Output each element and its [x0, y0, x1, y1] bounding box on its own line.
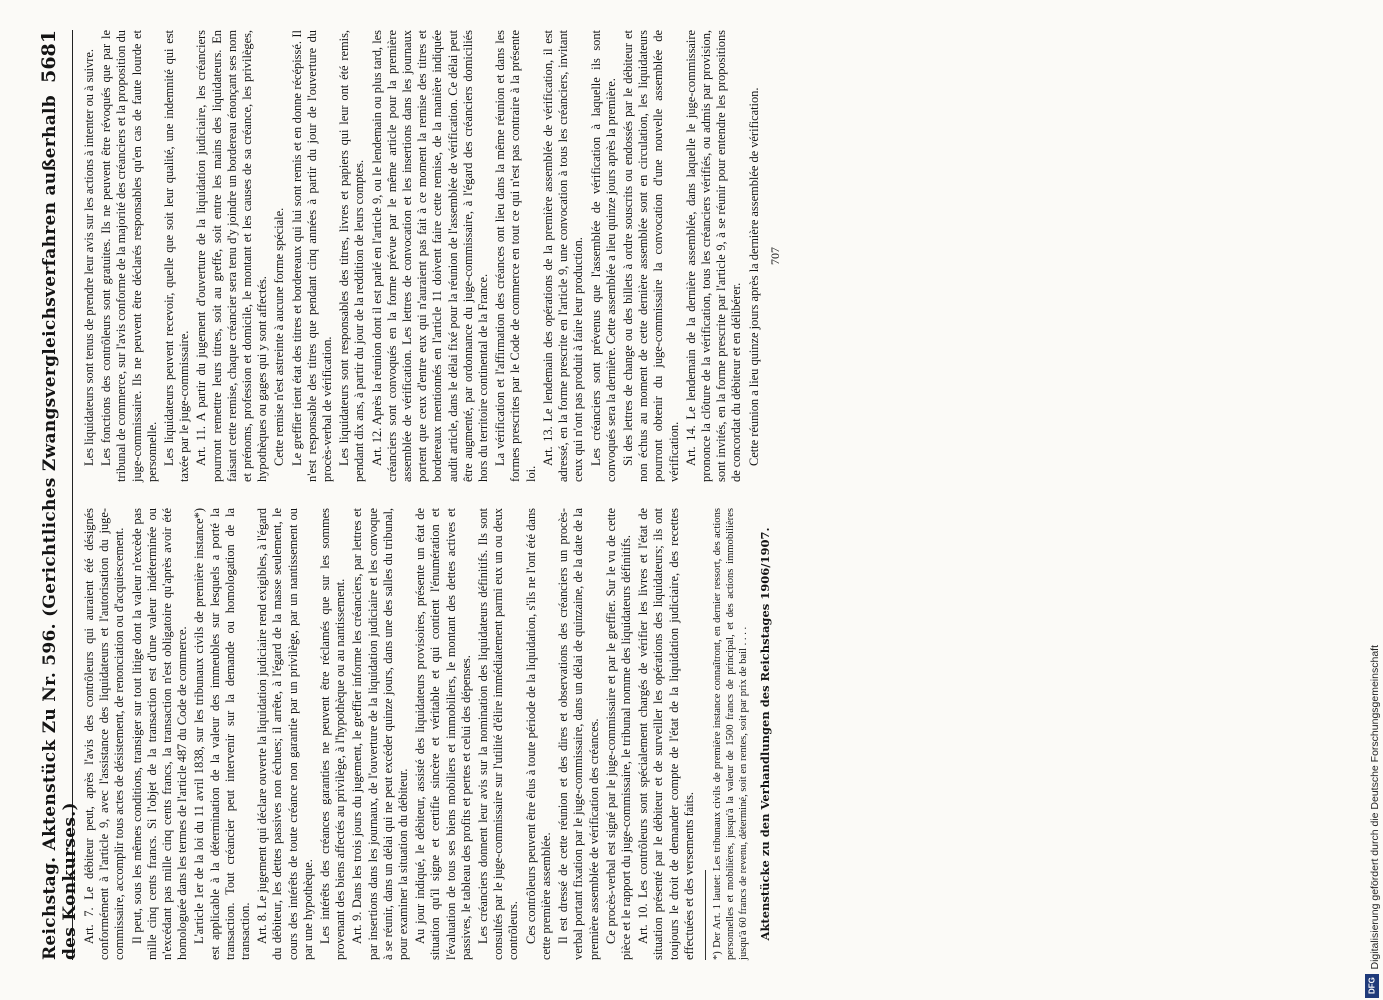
side-credit-strip — [1359, 0, 1383, 1000]
paragraph — [589, 30, 619, 482]
paragraph-text: Après la réunion dont il est parlé en l'article 9, ou le lendemain ou plus tard, les créanciers sont convoqués en la forme prévue par le même article pour la première assemblée de vérification. Les lettres de convocation et les insertions dans les journaux portent que ceux d'entre eux qui n'auraient pas fait à ce moment la remise des titres et bordereaux mentionnés en l'article 11 doivent faire cette remise, de la manière indiquée audit article, dans le délai fixé pour la réunion de l'assemblée de vérification. Ce délai peut être augmenté, par ordonnance du juge-commissaire, à l'égard des créanciers domiciliés hors du territoire continental de la France. — [369, 30, 491, 482]
paragraph-text: Il est dressé de cette réunion et des dires et observations des créanciers un procès-verbal portant fixation par le juge-commissaire, dans un délai de quinzaine, de la date de la première assemblée de vérification des créances. — [556, 508, 601, 960]
paragraph-text: Le débiteur peut, après l'avis des contrôleurs qui auraient été désignés conformément à l'article 9, avec l'assistance des liquidateurs et l'autorisation du juge-commissaire, accomplir tous actes de désistement, de renonciation ou d'acquiescement. — [82, 508, 127, 960]
paragraph-text: Les liquidateurs peuvent recevoir, quelle que soit leur qualité, une indemnité qui est taxée par le juge-commissaire. — [162, 30, 192, 482]
paragraph — [370, 30, 492, 482]
paragraph-text: Les contrôleurs sont spécialement chargés de vérifier les livres et l'état de situation présenté par le débiteur et de surveiller les opérations des liquidateurs; ils ont toujours le droit de demander compte de l'état de la liquidation judiciaire, des recettes effectuées et des versements faits. — [636, 508, 696, 960]
page-title: Reichstag. Aktenstück Zu Nr. 596. (Gerichtliches Zwangsvergleichsverfahren außerhalb des Konkurses.) — [40, 95, 80, 960]
paragraph — [747, 30, 762, 482]
paragraph — [130, 508, 191, 960]
paragraph — [337, 30, 367, 482]
footnote-rule — [705, 870, 706, 960]
paragraph-text: Le lendemain de la dernière assemblée, dans laquelle le juge-commissaire prononce la clôture de la vérification, tous les créanciers vérifiés, ou admis par provision, sont invités, en la forme prescrite par l'article 9, à se réunir pour entendre les propositions de concordat du débiteur et en délibérer. — [683, 30, 744, 482]
article-label: Art. 9. — [350, 908, 365, 944]
paragraph — [350, 508, 411, 960]
paragraph-text: Au jour indiqué, le débiteur, assisté des liquidateurs provisoires, présente un état de situation qu'il signe et certifie sincère et véritable et qui contient l'énumération et l'évaluation de tous ses biens mobiliers et immobiliers, le montant des dettes actives et passives, le tableau des profits et pertes et celui des dépenses. — [413, 508, 473, 960]
article-label: Art. 7. — [82, 899, 96, 944]
paragraph-text: L'article 1er de la loi du 11 avril 1838, sur les tribunaux civils de première instance*) est applicable à la détermination de la valeur des immeubles sur lesquels a porté la transaction. Tout créancier peut intervenir sur la demande ou homologation de la transaction. — [192, 508, 253, 960]
footer-source: Aktenstücke zu den Verhandlungen des Reichstages 1906/1907. — [758, 527, 773, 941]
paragraph-text: Si des lettres de change ou des billets à ordre souscrits ou endossés par le débiteur et non échus au moment de cette dernière assemblée sont en circulation, les liquidateurs pourront obtenir du juge-commissaire la convocation d'une nouvelle assemblée de vérification. — [620, 30, 681, 482]
paragraph-text: La vérification et l'affirmation des créances ont lieu dans la même réunion et dans les formes prescrites par le Code de commerce en tout ce qui n'est pas contraire à la présente loi. — [493, 30, 538, 482]
paragraph — [82, 30, 97, 482]
paragraph — [99, 30, 160, 482]
paragraph-text: Cette remise n'est astreinte à aucune forme spéciale. — [272, 207, 287, 466]
paragraph-text: Ce procès-verbal est signé par le juge-commissaire et par le greffier. Sur le vu de cette pièce et le rapport du juge-commissaire, le tribunal nomme des liquidateurs définitifs. — [603, 508, 633, 960]
dfg-logo: DFG — [1365, 974, 1379, 998]
paragraph — [82, 508, 128, 960]
paragraph — [272, 30, 287, 482]
paragraph-text: Le lendemain des opérations de la première assemblée de vérification, il est adressé, en la forme prescrite en l'article 9, une convocation à tous les créanciers, invitant ceux qui n'ont pas produit à faire leur production. — [540, 30, 586, 482]
paragraph-text: Dans les trois jours du jugement, le greffier informe les créanciers, par lettres et par insertions dans les journaux, de l'ouverture de la liquidation judiciaire et les convoque à se réunir, dans un délai qui ne peut excéder quinze jours, dans une des salles du tribunal, pour examiner la situation du débiteur. — [350, 508, 411, 960]
paragraph — [636, 508, 697, 960]
paragraph — [556, 508, 602, 960]
paragraph — [493, 30, 539, 482]
page-header — [38, 30, 80, 960]
paragraph — [476, 508, 522, 960]
left-column — [82, 508, 1323, 960]
paragraph — [162, 30, 192, 482]
paragraph-text: A partir du jugement d'ouverture de la liquidation judiciaire, les créanciers pourront remettre leurs titres, soit au greffe, soit entre les mains des liquidateurs. En faisant cette remise, chaque créancier sera tenu d'y joindre un bordereau énonçant ses nom et prénoms, profession et domicile, le montant et les causes de sa créance, les privilèges, hypothèques ou gages qui y sont affectés. — [194, 30, 270, 482]
paragraph-text: Cette réunion a lieu quinze jours après la dernière assemblée de vérification. — [746, 87, 761, 466]
article-label: Art. 10. — [636, 898, 651, 944]
paragraph-text: Le jugement qui déclare ouverte la liquidation judiciaire rend exigibles, à l'égard du débiteur, les dettes passives non échues; il arrête, à l'égard de la masse seulement, le cours des intérêts de toute créance non garantie par un privilège, par un nantissement ou par une hypothèque. — [255, 508, 315, 960]
article-label: Art. 13. — [540, 421, 555, 466]
paragraph — [255, 508, 316, 960]
paragraph — [621, 30, 682, 482]
paragraph — [413, 508, 474, 960]
paragraph — [318, 508, 348, 960]
article-label: Art. 11. — [194, 421, 209, 466]
paragraph-text: Les fonctions des contrôleurs sont gratuites. Ils ne peuvent être révoqués que par le tribunal de commerce, sur l'avis conforme de la majorité des créanciers et la proposition du juge-commissaire. Ils ne peuvent être déclarés responsables qu'en cas de faute lourde et personnelle. — [99, 30, 159, 482]
paragraph — [524, 508, 554, 960]
paragraph-text: Les créanciers sont prévenus que l'assemblée de vérification à laquelle ils sont convoqués sera la dernière. Cette assemblée a lieu quinze jours après la première. — [588, 30, 618, 482]
text-columns — [82, 30, 1323, 960]
paragraph-text: Le greffier tient état des titres et bordereaux qui lui sont remis et en donne récépissé. Il n'est responsable des titres que pendant cinq années à partir du jour de l'ouverture du procès-verbal de vérification. — [289, 30, 335, 482]
paragraph-text: Ces contrôleurs peuvent être élus à toute période de la liquidation, s'ils ne l'ont été dans cette première assemblée. — [523, 508, 553, 960]
page-number: 5681 — [38, 30, 60, 83]
paragraph — [541, 30, 587, 482]
paragraph — [192, 508, 253, 960]
article-label: Art. 8. — [255, 908, 270, 944]
paragraph — [290, 30, 336, 482]
column-page-number: 707 — [767, 247, 782, 265]
article-label: Art. 12. — [369, 425, 384, 466]
side-credit: Digitalisierung gefördert durch die Deutsche Forschungsgemeinschaft — [1369, 645, 1381, 970]
paragraph — [604, 508, 634, 960]
paragraph — [684, 30, 745, 482]
article-label: Art. 14. — [683, 419, 698, 466]
paragraph-text: Les intérêts des créances garanties ne peuvent être réclamés que sur les sommes provenant des biens affectés au privilège, à l'hypothèque ou au nantissement. — [318, 508, 348, 960]
paragraph-text: Les créanciers donnent leur avis sur la nomination des liquidateurs définitifs. Ils sont consultés par le juge-commissaire sur l'utilité d'élire immédiatement parmi eux un ou deux contrôleurs. — [476, 508, 521, 960]
right-column — [82, 30, 1323, 482]
paragraph-text: Il peut, sous les mêmes conditions, transiger sur tout litige dont la valeur n'excède pas mille cinq cents francs. Si l'objet de la transaction est d'une valeur indéterminée ou n'excédant pas mille cinq cents francs, la transaction n'est obligatoire qu'après avoir été homologuée dans les termes de l'article 487 du Code de commerce. — [129, 508, 190, 960]
footnote: *) Der Art. 1 lautet: Les tribunaux civils de première instance connaîtront, en dernier ressort, des actions personnelles et mobilières, jusqu'à la valeur de 1500 francs de principal, et des actions immobilières jusqu'à 60 francs de revenu, déterminé, soit en rentes, soit par prix de bail . . . . — [711, 508, 749, 960]
paragraph-text: Les liquidateurs sont tenus de prendre leur avis sur les actions à intenter ou à suivre. — [82, 48, 96, 466]
paragraph — [194, 30, 270, 482]
paragraph-text: Les liquidateurs sont responsables des titres, livres et papiers qui leur ont été remis, pendant dix ans, à partir du jour de la reddition de leurs comptes. — [337, 30, 367, 482]
